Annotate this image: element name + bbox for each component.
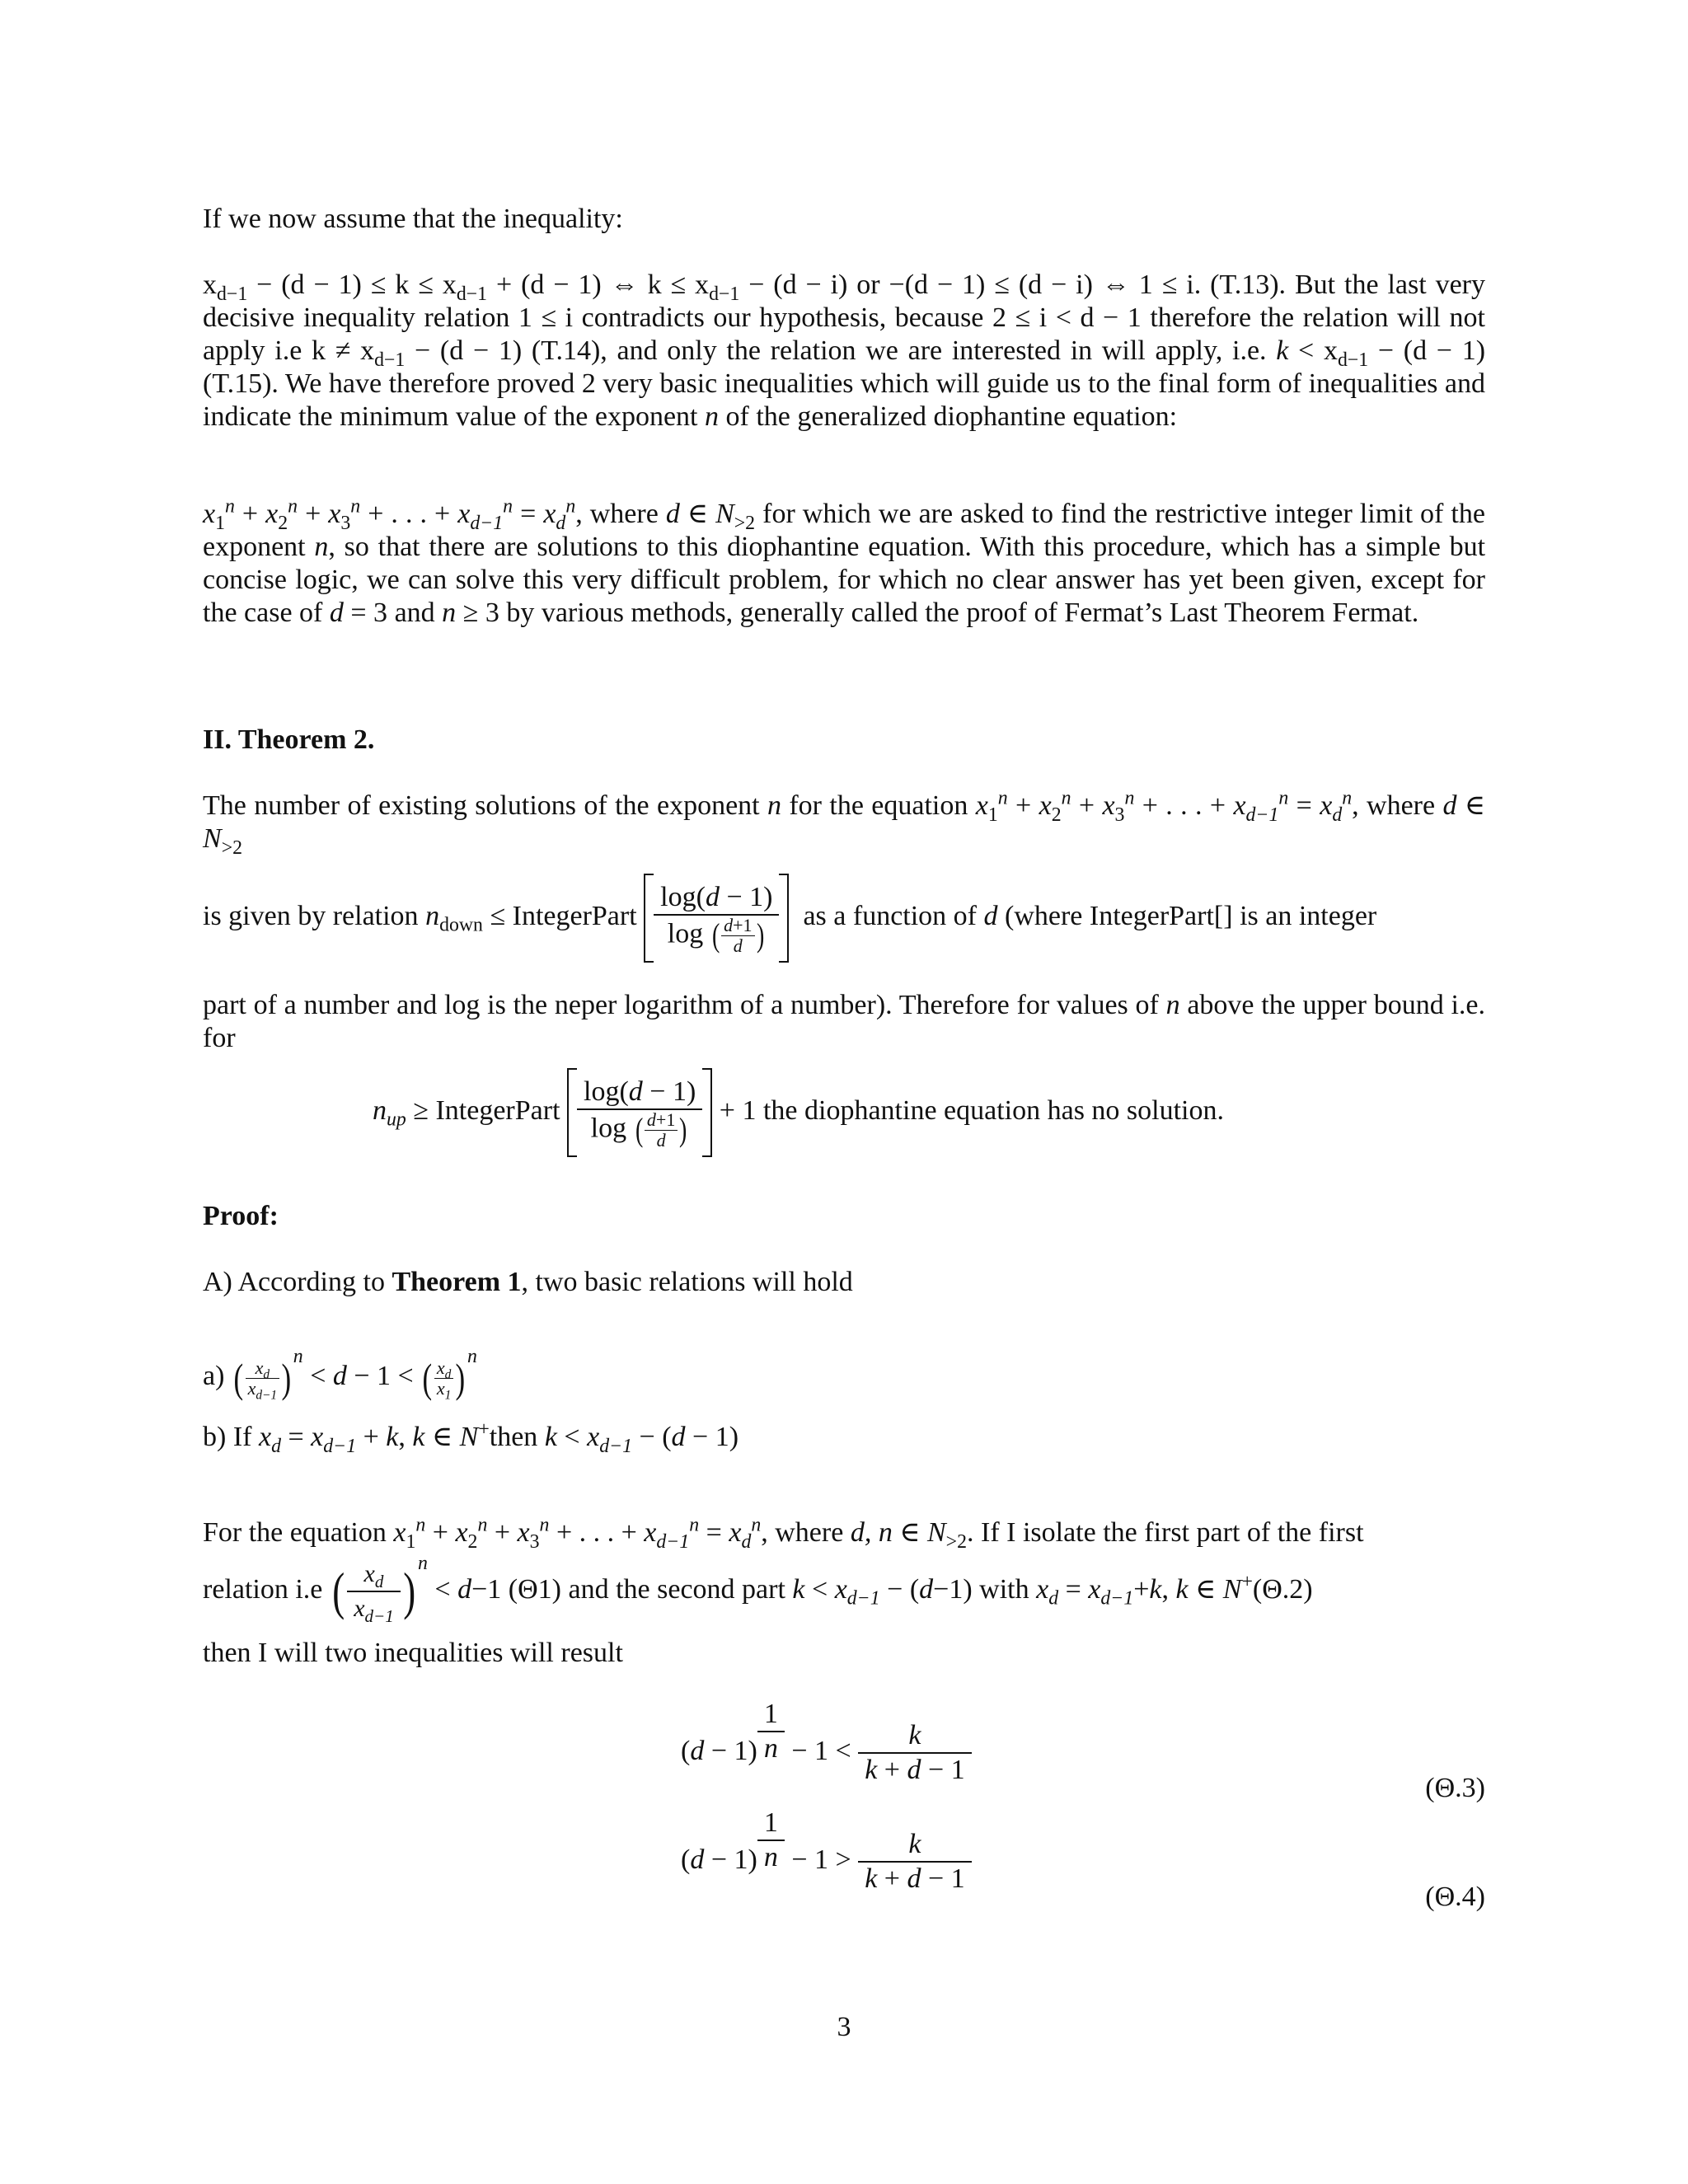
relation-b: b) If $x_d = x_{d-1} + k$, k ∈ N+then $k < x_{d-1} - (d - 1)$ [203,1418,739,1457]
equation-theta3: (d − 1) $\frac{1}{n}$ − 1 < $\frac{k}{k + d - 1}$ [681,1719,972,1810]
tag-theta3: (Θ.3) [1425,1773,1485,1803]
proof-relation-line: relation i.e ( $\frac{x_d}{x_{d-1}}$ ) $^n$ < d−1 (Θ1) and the second part $k < x_{d-1} - (d-1)$ with $x_d = x_{d-1}+k$, k ∈ N+(Θ.2) [203,1553,1313,1626]
part-of-number: part of a number and log is the neper logarithm of a number). Therefore for values of [203,990,1159,1020]
tag-t14: (T.14), and only the relation we are interested in will apply, i.e. [531,335,1267,366]
proof-then: then I will two inequalities will result [203,1638,623,1668]
no-solution-text: + 1 the diophantine equation has no solution. [719,1094,1224,1126]
theorem-relation-up: $n_{up}$ ≥ IntegerPart log(d − 1) log ( $\frac{d+1}{d}$ ) + 1 the diophantine equation has no solution. [373,1068,1444,1151]
intro-line: If we now assume that the inequality: [203,204,623,234]
para2-where: , where [575,499,659,529]
proof-heading: Proof: [203,1201,279,1231]
para2-text1: for which we are asked to find the restrictive integer limit of the exponent [203,499,1485,562]
paragraph-1-body: But the last very decisive inequality relation 1 ≤ i contradicts our hypothesis, because 2 ≤ i < d − 1 therefore the relation will not apply i.e k ≠ x [203,269,1485,366]
paragraph-1: $x_{d-1} - (d - 1) \le k \le x_{d-1} + (d - 1)$ ⇔ $k \le x_{d-1} - (d - i)$ or −(d − 1) ≤ (d − i) ⇔ 1 ≤ i. (T.13). But the last very decisive inequality relation 1 ≤ i contradicts our hypothesis, because 2 ≤ i < d − 1 therefore the relation will not apply i.e $k \ne x_{d-1} - (d - 1)$ (T.14), and only the relation we are interested in will apply, i.e. $k < x_{d-1} - (d - 1)$ (T.15). We have therefore proved 2 very basic inequalities which will guide us to the final form of inequalities and indicate the minimum value of the exponent n of the generalized diophantine equation: [203,269,1486,432]
theorem-statement: The number of existing solutions of the exponent n for the equation $x_1^n + x_2^n + x_3^n$ + . . . + $x_{d-1}^n = x_d^n$, where d ∈ $N_{>2}$ [203,787,1485,859]
where-integerpart: (where IntegerPart[] is an integer [1005,900,1377,931]
theorem-where: where [1367,790,1436,821]
paragraph-1-tail2: of the generalized diophantine equation: [725,401,1178,432]
section-heading: II. Theorem 2. [203,724,375,755]
as-function-of: as a function of [803,900,977,931]
para2-text3: by various methods, generally called the proof of Fermat’s Last Theorem Fermat. [506,598,1419,628]
relation-a: a) ( $\frac{x_d}{x_{d-1}}$ ) $^n$ < d − 1 < ( $\frac{x_d}{x_1}$ ) $^n$ [203,1346,477,1402]
paragraph-2: $x_1^n + x_2^n + x_3^n$ + . . . + $x_{d-1}^n = x_d^n$, where d ∈ $N_{>2}$ for which we are asked to find the restrictive integer limit of the exponent n, so that there are solutions to this diophantine equation. With this procedure, which has a simple but concise logic, we can solve this very difficult problem, for which no clear answer has yet been given, except for the case of d = 3 and n ≥ 3 by various methods, generally called the proof of Fermat’s Last Theorem Fermat. [203,495,1486,628]
theorem-continuation: part of a number and log is the neper logarithm of a number). Therefore for values of n above the upper bound i.e. for [203,990,1485,1053]
para2-and: and [394,598,435,628]
proof-equation-para: For the equation $x_1^n + x_2^n + x_3^n$ + . . . + $x_{d-1}^n = x_d^n$, where d, n ∈ $N_{>2}$. If I isolate the first part of the first [203,1514,1364,1553]
above-upper-bound: above the upper bound i.e. for [203,990,1485,1053]
proof-a-intro: A) According to Theorem 1, two basic relations will hold [203,1267,853,1297]
para2-text2: , so that there are solutions to this diophantine equation. With this procedure, which has a simple but concise logic, we can solve this very difficult problem, for which no clear answer has yet been given, except for the case of [203,532,1486,628]
log-fraction-up: log(d − 1) log ( $\frac{d+1}{d}$ ) [577,1076,702,1151]
equation-theta4: (d − 1) $\frac{1}{n}$ − 1 > $\frac{k}{k + d - 1}$ [681,1828,972,1919]
tag-t13: (T.13). [1210,269,1287,300]
integer-part-label-up: IntegerPart [435,1094,560,1126]
theorem-line1b: for the equation [789,790,968,821]
paragraph-1-tail: We have therefore proved 2 very basic inequalities which will guide us to the final form of inequalities and indicate the minimum value of the exponent [203,368,1485,432]
integer-part-label: IntegerPart [512,900,637,931]
theorem-line1: The number of existing solutions of the exponent [203,790,760,821]
log-fraction-down: log(d − 1) log ( $\frac{d+1}{d}$ ) [654,881,779,956]
tag-t15: (T.15). [203,368,279,399]
tag-theta4: (Θ.4) [1425,1882,1485,1912]
given-by: is given by relation [203,900,419,931]
theorem-relation-down: is given by relation $n_{down}$ ≤ IntegerPart log(d − 1) log ( $\frac{d+1}{d}$ ) as a function of d (where IntegerPart[] is an integer [203,874,1485,956]
theorem-1-ref: Theorem 1 [392,1267,522,1297]
page-number: 3 [837,2012,851,2042]
